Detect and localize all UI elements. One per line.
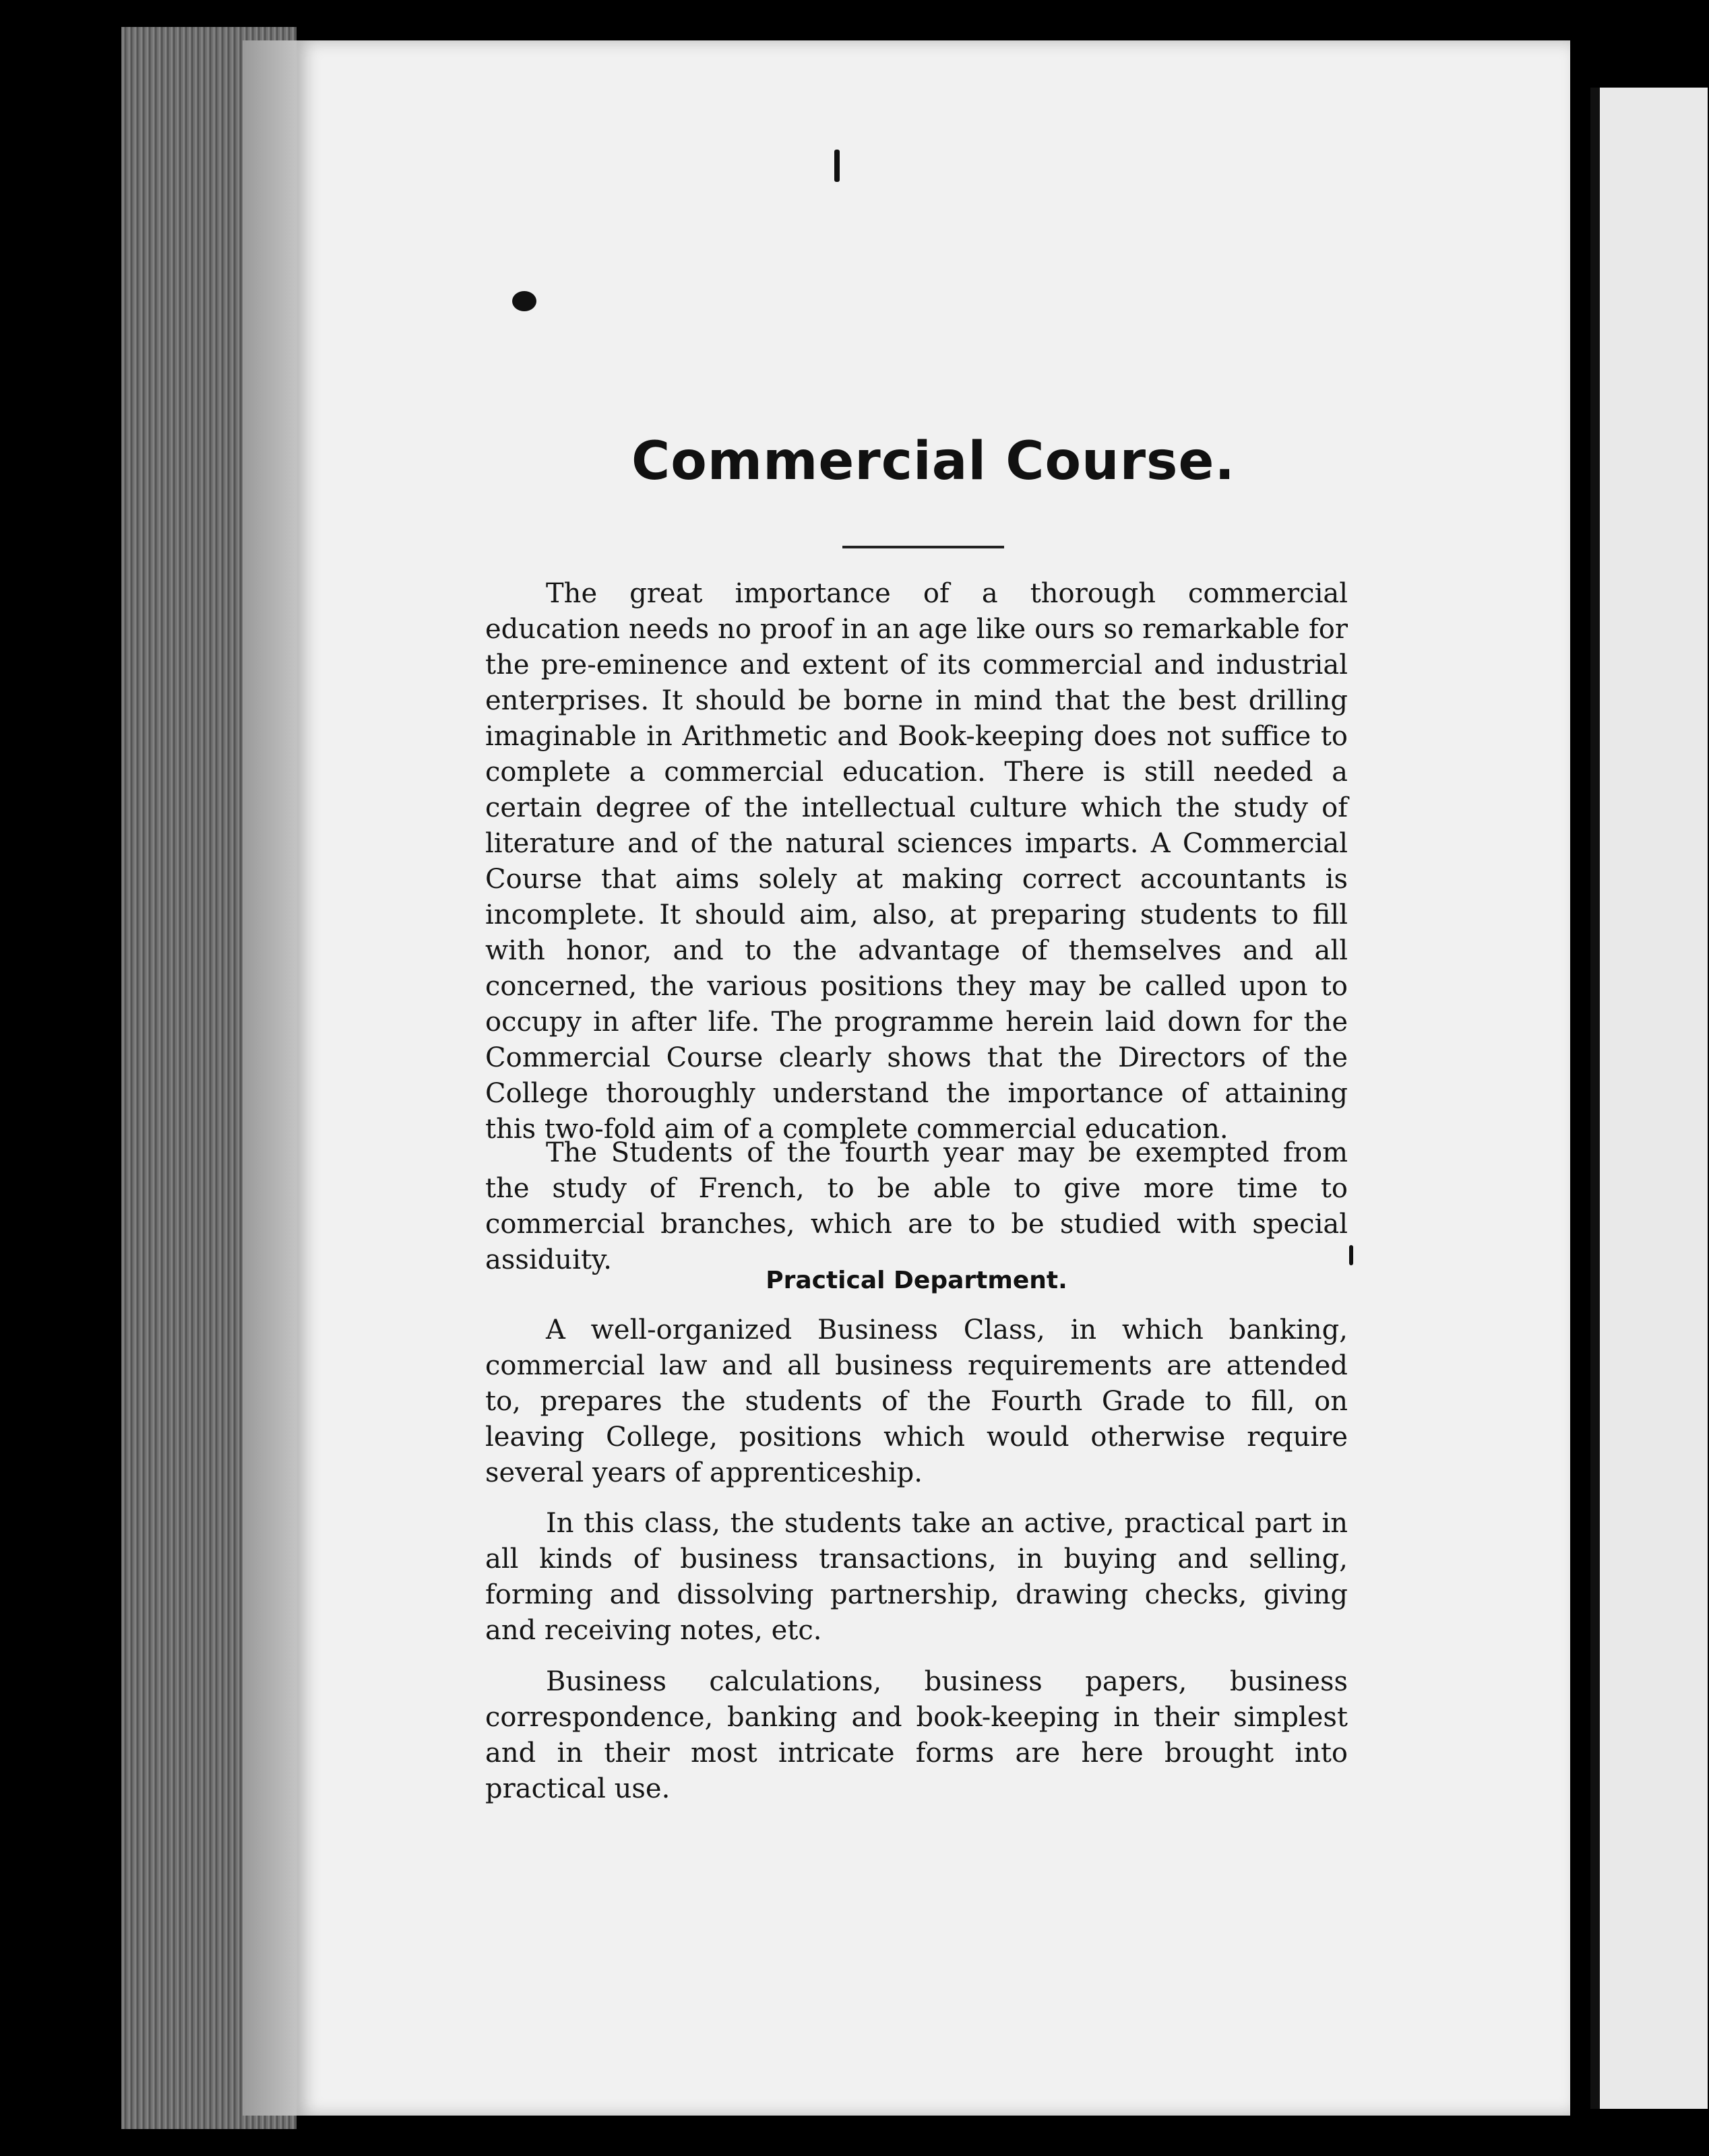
page-title: Commercial Course. [631, 431, 1236, 492]
transactions-paragraph-block [485, 1506, 1348, 1649]
scan-speck [512, 291, 536, 311]
title-rule [842, 546, 1004, 548]
adjacent-page-edge [1590, 88, 1708, 2109]
intro-paragraph: The great importance of a thorough commercial education needs no proof in an age like ours so remarkable for the pre-eminence and extent of its commercial and industrial enterprises. It should be borne in mind that the best drilling imaginable in Arithmetic and Book-keeping does not suffice to complete a commercial education. There is still needed a certain degree of the intellectual culture which the study of literature and of the natural sciences imparts. A Commercial Course that aims solely at making correct accountants is incomplete. It should aim, also, at preparing students to fill with honor, and to the advantage of themselves and all concerned, the various positions they may be called upon to occupy in after life. The programme herein laid down for the Commercial Course clearly shows that the Directors of the College thoroughly understand the importance of attaining this two-fold aim of a complete commercial education. [485, 578, 1348, 1145]
exemption-paragraph-block [485, 1135, 1348, 1278]
scan-speck [1349, 1245, 1353, 1265]
section-heading: Practical Department. [766, 1267, 1067, 1294]
exemption-paragraph: The Students of the fourth year may be exempted from the study of French, to be able to give more time to commercial branches, which are to be studied with special assiduity. [485, 1137, 1348, 1275]
scan-speck [834, 150, 840, 182]
business-class-paragraph: A well-organized Business Class, in which banking, commercial law and all business requirements are attended to, prepares the students of the Fourth Grade to fill, on leaving College, positions which would otherwise require several years of apprenticeship. [485, 1314, 1348, 1488]
business-class-paragraph-block [485, 1312, 1348, 1491]
page-gutter-shadow [243, 40, 303, 2116]
calculations-paragraph: Business calculations, business papers, business correspondence, banking and book-keeping in their simplest and in their most intricate forms are here brought into practical use. [485, 1666, 1348, 1804]
transactions-paragraph: In this class, the students take an active, practical part in all kinds of business transactions, in buying and selling, forming and dissolving partnership, drawing checks, giving and receiving notes, etc. [485, 1508, 1348, 1646]
calculations-paragraph-block [485, 1664, 1348, 1807]
intro-paragraph-block [485, 576, 1348, 1147]
